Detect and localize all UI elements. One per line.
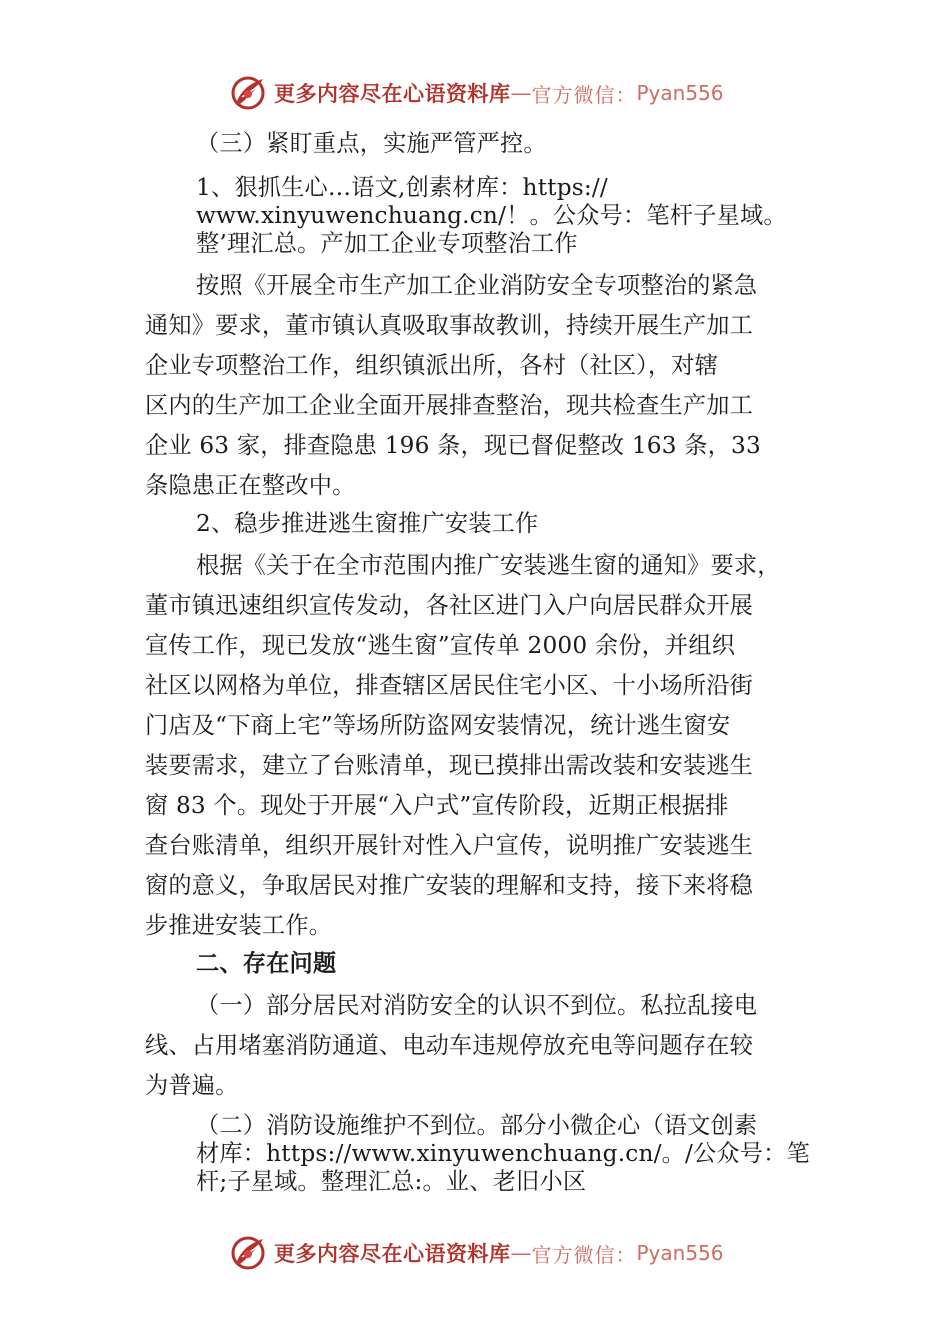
text-line: 装要需求，建立了台账清单，现已摸排出需改装和安装逃生: [145, 752, 754, 779]
text-line: 企业 63 家，排查隐患 196 条，现已督促整改 163 条，33: [145, 432, 761, 459]
text-line: 宣传工作，现已发放“逃生窗”宣传单 2000 余份，并组织: [145, 632, 736, 659]
banner-dash: —: [510, 1241, 532, 1265]
text-line: （一）部分居民对消防安全的认识不到位。私拉乱接电: [196, 992, 758, 1019]
banner-dash: —: [510, 81, 532, 105]
text-line: 1、狠抓生心…语文,创素材库：https://: [196, 174, 608, 201]
text-line: 整’理汇总。产加工企业专项整治工作: [196, 230, 578, 257]
text-line: 杆;子星域。整理汇总:。业、老旧小区: [196, 1168, 587, 1195]
text-line: 根据《关于在全市范围内推广安装逃生窗的通知》要求，: [196, 552, 781, 579]
logo-icon: [228, 1233, 268, 1273]
text-line: 条隐患正在整改中。: [145, 472, 356, 499]
banner-wechat-id: Pyan556: [636, 1241, 724, 1265]
text-line: 通知》要求，董市镇认真吸取事故教训，持续开展生产加工: [145, 312, 754, 339]
text-line: 窗 83 个。现处于开展“入户式”宣传阶段，近期正根据排: [145, 792, 729, 819]
text-line: 步推进安装工作。: [145, 912, 333, 939]
text-line: 企业专项整治工作，组织镇派出所，各村（社区），对辖: [145, 352, 719, 379]
text-line: 董市镇迅速组织宣传发动，各社区进门入户向居民群众开展: [145, 592, 754, 619]
text-line: 门店及“下商上宅”等场所防盗网安装情况，统计逃生窗安: [145, 712, 731, 739]
text-line: 窗的意义，争取居民对推广安装的理解和支持，接下来将稳: [145, 872, 754, 899]
text-line: 材库：https://www.xinyuwenchuang.cn/。/公众号：笔: [196, 1140, 810, 1167]
text-line: www.xinyuwenchuang.cn/！。公众号：笔杆子星域。: [196, 202, 787, 229]
text-line: 区内的生产加工企业全面开展排查整治，现共检查生产加工: [145, 392, 754, 419]
banner-wechat-label: 官方微信：: [531, 82, 637, 107]
banner-title: 更多内容尽在心语资料库: [274, 1241, 511, 1266]
section-heading: 二、存在问题: [196, 950, 337, 977]
text-line: 线、占用堵塞消防通道、电动车违规停放充电等问题存在较: [145, 1032, 754, 1059]
banner-wechat-id: Pyan556: [636, 81, 724, 105]
text-line: 社区以网格为单位，排查辖区居民住宅小区、十小场所沿街: [145, 672, 754, 699]
subheading: 2、稳步推进逃生窗推广安装工作: [196, 510, 539, 537]
banner-wechat-label: 官方微信：: [531, 1242, 637, 1267]
text-line: 查台账清单，组织开展针对性入户宣传，说明推广安装逃生: [145, 832, 754, 859]
text-line: 为普遍。: [145, 1072, 239, 1099]
banner-title: 更多内容尽在心语资料库: [274, 81, 511, 106]
footer-banner: [228, 1228, 724, 1278]
text-line: （二）消防设施维护不到位。部分小微企心（语文创素: [196, 1112, 758, 1139]
section-heading: （三）紧盯重点，实施严管严控。: [196, 130, 547, 157]
text-line: 按照《开展全市生产加工企业消防安全专项整治的紧急: [196, 272, 758, 299]
